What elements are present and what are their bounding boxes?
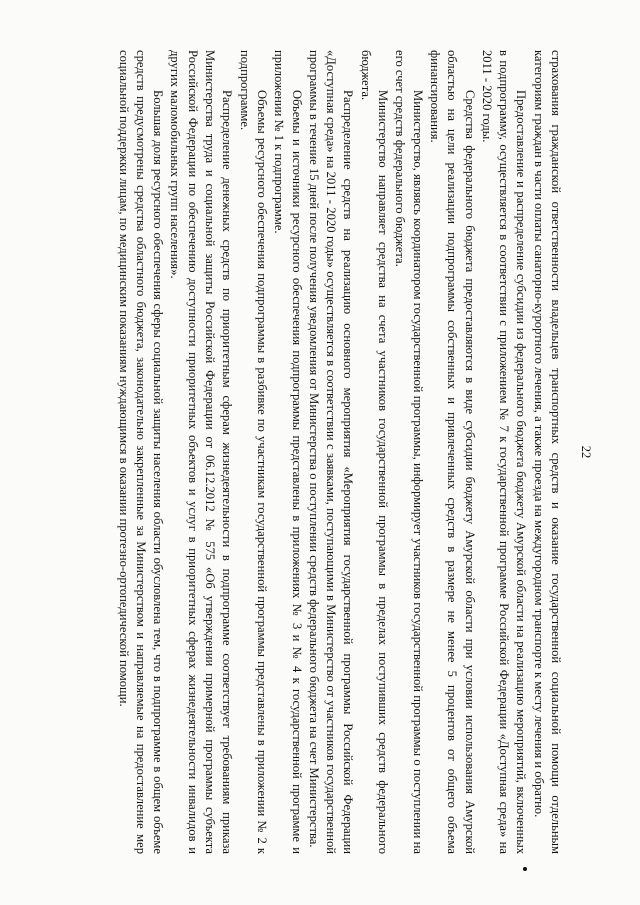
rotated-page	[42, 32, 598, 872]
paragraph: Большая доля ресурсного обеспечения сферы социальной защиты населения области обусловлена тем, что в подпрограмме в общем объеме средств предусмотрены средства областного бюджета, законодательно закрепленные за Министерством и направляемые на предоставление мер социальной поддержки лицам, по медицинским показаниям нуждающимся в оказании протезно-ортопедической помощи.	[116, 50, 166, 854]
paragraph: Министерство, являясь координатором государственной программы, информирует участников государственной программы о поступлении на его счет средств федерального бюджета.	[393, 50, 425, 854]
paragraph: Распределение средств на реализацию основного мероприятия «Мероприятия государственной программы Российской Федерации «Доступная среда» на 2011 - 2020 годы» осуществляется в соответствии с заявками, поступающими в Министерство от участников государственной программы в течение 15 дней после получения уведомления от Министерства о поступлении средств федерального бюджета на счет Министерства.	[306, 50, 356, 854]
paragraph: Средства федерального бюджета предоставляются в виде субсидии бюджету Амурской области при условии использования Амурской областью на цели реализации подпрограммы собственных и привлеченных средств в размере не менее 5 процентов от общего объема финансирования.	[427, 50, 477, 854]
page-number: 22	[579, 445, 593, 459]
scan-dot-mark	[523, 867, 527, 871]
paragraph: Распределение денежных средств по приоритетным сферам жизнедеятельности в подпрограмме соответствует требованиям приказа Министерства труда и социальной защиты Российской Федерации от 06.12.2012 № 575 «Об утверждении примерной программы субъекта Российской Федерации по обеспечению доступности приоритетных объектов и услуг в приоритетных сферах жизнедеятельности инвалидов и других маломобильных групп населения».	[168, 50, 235, 854]
document-body	[114, 50, 564, 854]
paragraph: Объемы и источники ресурсного обеспечения подпрограммы представлены в приложениях № 3 и № 4 к государственной программе и приложении № 1 к подпрограмме.	[272, 50, 304, 854]
paragraph: страхования гражданской ответственности владельцев транспортных средств и оказание государственной социальной помощи отдельным категориям граждан в части оплаты санаторно-курортного лечения, а также проезда на междугородном транспорте к месту лечения и обратно.	[531, 50, 563, 854]
paragraph: Объемы ресурсного обеспечения подпрограммы в разбивке по участникам государственной программы представлены в приложении № 2 к подпрограмме.	[237, 50, 269, 854]
paragraph: Министерство направляет средства на счета участников государственной программы в пределах поступивших средств федерального бюджета.	[358, 50, 391, 854]
paragraph: Предоставление и распределение субсидии из федерального бюджета бюджету Амурской области на реализацию мероприятий, включенных в подпрограмму, осуществляется в соответствии с приложением № 7 к государственной программе Российской Федерации «Доступная среда» на 2011 - 2020 годы.	[479, 50, 529, 854]
